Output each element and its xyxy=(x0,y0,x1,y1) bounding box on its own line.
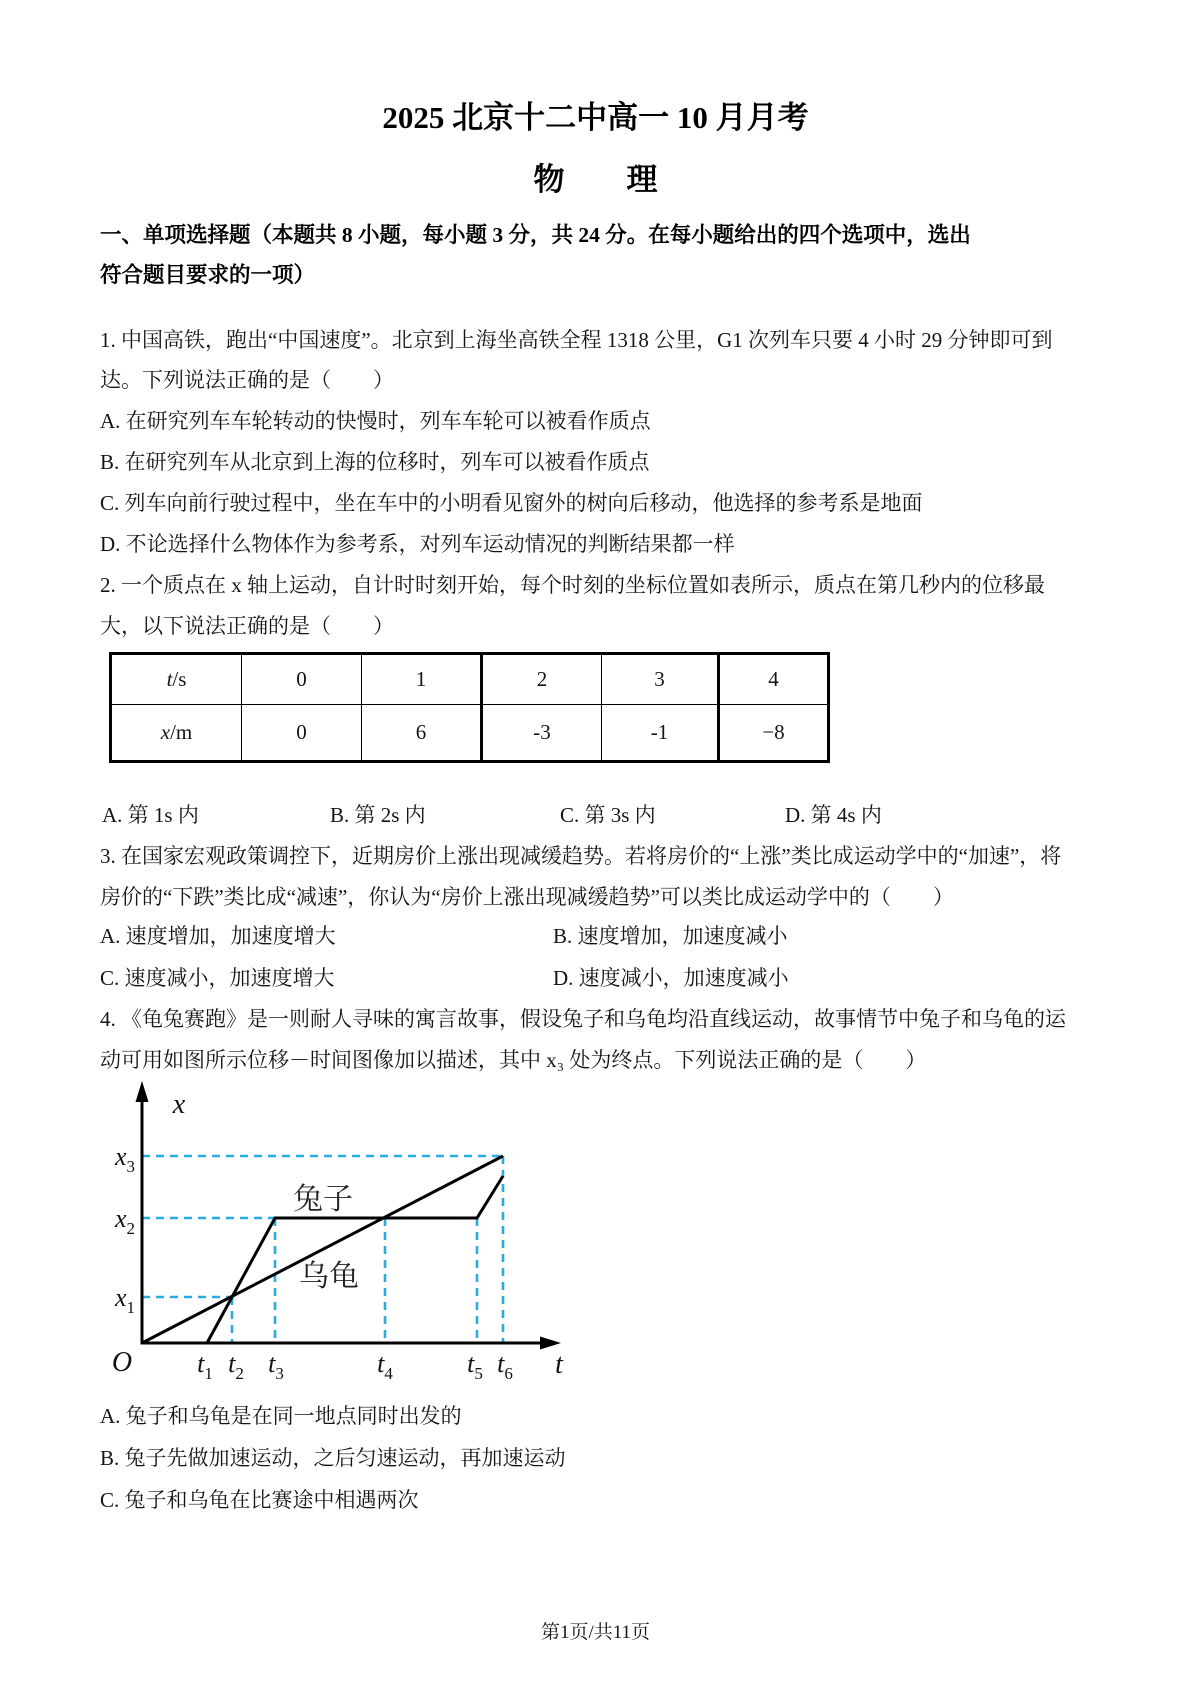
y-tick-x2: $x_2$ xyxy=(114,1204,135,1238)
x-tick-t1: $t_1$ xyxy=(197,1349,213,1383)
q1-option-c: C. 列车向前行驶过程中，坐在车中的小明看见窗外的树向后移动，他选择的参考系是地面 xyxy=(100,491,923,515)
origin-label: O xyxy=(111,1347,133,1378)
q2-data-table xyxy=(109,652,830,763)
rabbit-curve-label: 兔子 xyxy=(293,1183,353,1216)
tortoise-curve-label: 乌龟 xyxy=(299,1260,359,1293)
table-cell-t-label xyxy=(111,654,242,705)
q4-option-c: C. 兔子和乌龟在比赛途中相遇两次 xyxy=(100,1488,419,1512)
y-axis-arrow-icon xyxy=(136,1081,149,1102)
q1-text-line2: 达。下列说法正确的是（ ） xyxy=(100,368,394,392)
table-cell: 4 xyxy=(719,654,829,705)
q3-text-line2: 房价的“下跌”类比成“减速”，你认为“房价上涨出现减缓趋势”可以类比成运动学中的（ ） xyxy=(100,885,954,909)
q3-option-d: D. 速度减小，加速度减小 xyxy=(553,966,789,990)
q2-option-d: D. 第 4s 内 xyxy=(785,803,882,827)
q3-text-line1: 3. 在国家宏观政策调控下，近期房价上涨出现减缓趋势。若将房价的“上涨”类比成运动学中的“加速”，将 xyxy=(100,844,1062,868)
q3-option-c: C. 速度减小，加速度增大 xyxy=(100,966,335,990)
q1-text-line1: 1. 中国高铁，跑出“中国速度”。北京到上海坐高铁全程 1318 公里，G1 次列车只要 4 小时 29 分钟即可到 xyxy=(100,328,1053,352)
q3-option-a: A. 速度增加，加速度增大 xyxy=(100,924,336,948)
q1-option-a: A. 在研究列车车轮转动的快慢时，列车车轮可以被看作质点 xyxy=(100,409,651,433)
q1-option-b: B. 在研究列车从北京到上海的位移时，列车可以被看作质点 xyxy=(100,450,650,474)
x-tick-t3: $t_3$ xyxy=(268,1349,284,1383)
subject-title: 物 理 xyxy=(533,162,658,197)
y-axis-label: x xyxy=(172,1089,186,1120)
x-tick-t4: $t_4$ xyxy=(377,1349,393,1383)
page-title: 2025 北京十二中高一 10 月月考 xyxy=(382,100,809,135)
q4-text-line1: 4. 《龟兔赛跑》是一则耐人寻味的寓言故事，假设兔子和乌龟均沿直线运动，故事情节中兔子和乌龟的运 xyxy=(100,1007,1066,1031)
q4-position-time-graph xyxy=(95,1075,585,1385)
table-cell: -1 xyxy=(602,705,719,762)
table-row-time xyxy=(111,654,829,705)
x-tick-t2: $t_2$ xyxy=(228,1349,244,1383)
q1-option-d: D. 不论选择什么物体作为参考系，对列车运动情况的判断结果都一样 xyxy=(100,532,735,556)
x-axis-arrow-icon xyxy=(540,1337,561,1350)
table-cell: 2 xyxy=(482,654,602,705)
q4-option-a: A. 兔子和乌龟是在同一地点同时出发的 xyxy=(100,1404,462,1428)
y-tick-x1: $x_1$ xyxy=(114,1283,135,1317)
x-symbol: x xyxy=(160,720,171,744)
q2-option-a: A. 第 1s 内 xyxy=(102,803,199,827)
table-cell: 6 xyxy=(362,705,482,762)
table-cell: 0 xyxy=(242,705,362,762)
y-tick-x3: $x_3$ xyxy=(114,1142,135,1176)
t-symbol: t xyxy=(166,667,173,691)
q2-option-b: B. 第 2s 内 xyxy=(330,803,426,827)
section-heading-line2: 符合题目要求的一项） xyxy=(100,263,316,287)
q4-option-b: B. 兔子先做加速运动，之后匀速运动，再加速运动 xyxy=(100,1446,566,1470)
x-unit: /m xyxy=(170,720,193,744)
table-cell: −8 xyxy=(719,705,829,762)
section-heading-line1: 一、单项选择题（本题共 8 小题，每小题 3 分，共 24 分。在每小题给出的四个选项中，选出 xyxy=(100,223,971,247)
table-cell-x-label xyxy=(111,705,242,762)
x-axis-label: t xyxy=(555,1349,563,1380)
q2-text-line1: 2. 一个质点在 x 轴上运动，自计时时刻开始，每个时刻的坐标位置如表所示，质点在第几秒内的位移最 xyxy=(100,573,1045,597)
table-cell: 3 xyxy=(602,654,719,705)
t-unit: /s xyxy=(172,667,187,691)
x-tick-t6: $t_6$ xyxy=(497,1349,513,1383)
page-number: 第1页/共11页 xyxy=(540,1622,651,1643)
table-cell: -3 xyxy=(482,705,602,762)
table-cell: 1 xyxy=(362,654,482,705)
table-cell: 0 xyxy=(242,654,362,705)
q3-option-b: B. 速度增加，加速度减小 xyxy=(553,924,788,948)
q2-text-line2: 大，以下说法正确的是（ ） xyxy=(100,614,394,638)
q4-text-line2: 动可用如图所示位移－时间图像加以描述，其中 x₃ 处为终点。下列说法正确的是（ ） xyxy=(100,1048,927,1072)
x-tick-t5: $t_5$ xyxy=(467,1349,483,1383)
table-row-position xyxy=(111,705,829,762)
q2-option-c: C. 第 3s 内 xyxy=(560,803,656,827)
